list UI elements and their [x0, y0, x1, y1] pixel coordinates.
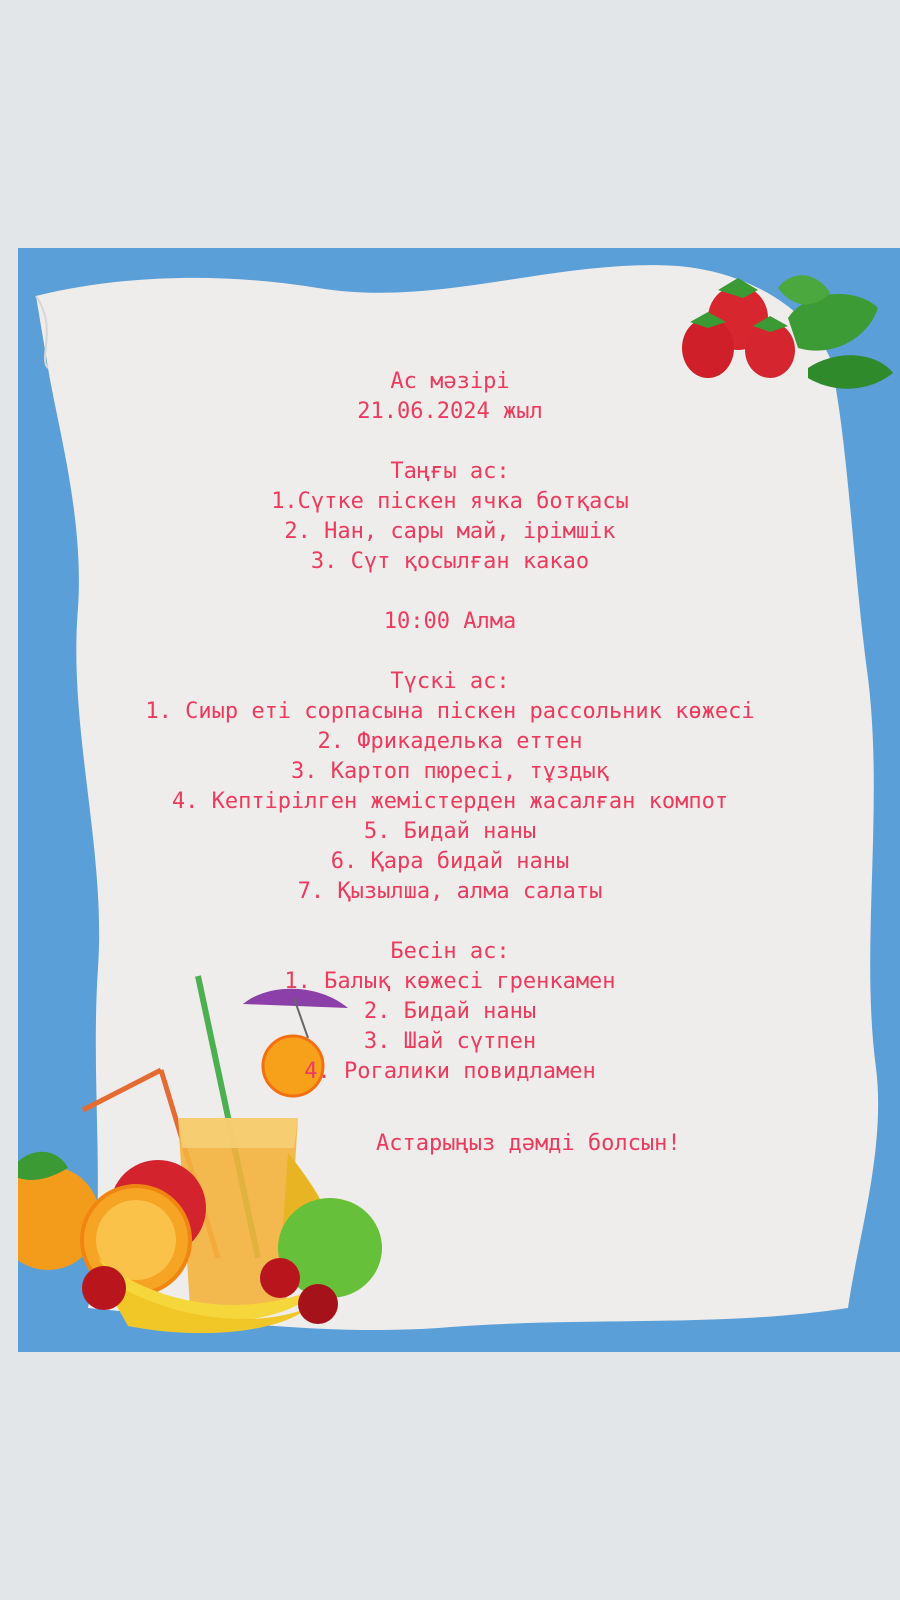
lunch-item: 4. Кептірілген жемістерден жасалған компот — [171, 789, 729, 814]
lunch-item: 3. Картоп пюресі, тұздық — [291, 759, 609, 784]
afternoon-item: 3. Шай сүтпен — [363, 1029, 537, 1054]
afternoon-item: 1. Балық көжесі гренкамен — [284, 969, 616, 994]
breakfast-heading: Таңғы ас: — [390, 459, 510, 484]
lunch-item: 5. Бидай наны — [363, 819, 537, 844]
menu-text — [0, 367, 900, 1087]
afternoon-item: 2. Бидай наны — [363, 999, 537, 1024]
breakfast-item: 3. Сүт қосылған какао — [310, 549, 590, 574]
lunch-heading: Түскі ас: — [390, 669, 510, 694]
breakfast-item: 1.Сүтке піскен ячка ботқасы — [271, 489, 629, 514]
closing-wish: Астарыңыз дәмді болсын! — [376, 1131, 681, 1156]
lunch-item: 6. Қара бидай наны — [330, 849, 570, 874]
breakfast-item: 2. Нан, сары май, ірімшік — [284, 519, 616, 544]
afternoon-item: 4. Рогалики повидламен — [304, 1059, 596, 1084]
lunch-item: 2. Фрикаделька еттен — [317, 729, 583, 754]
menu-date: 21.06.2024 жыл — [357, 399, 543, 424]
lunch-item: 7. Қызылша, алма салаты — [297, 879, 603, 904]
lunch-item: 1. Сиыр еті сорпасына піскен рассольник көжесі — [145, 699, 755, 724]
snack-line: 10:00 Алма — [383, 609, 517, 634]
afternoon-heading: Бесін ас: — [390, 939, 510, 964]
menu-title: Ас мәзірі — [390, 369, 510, 394]
